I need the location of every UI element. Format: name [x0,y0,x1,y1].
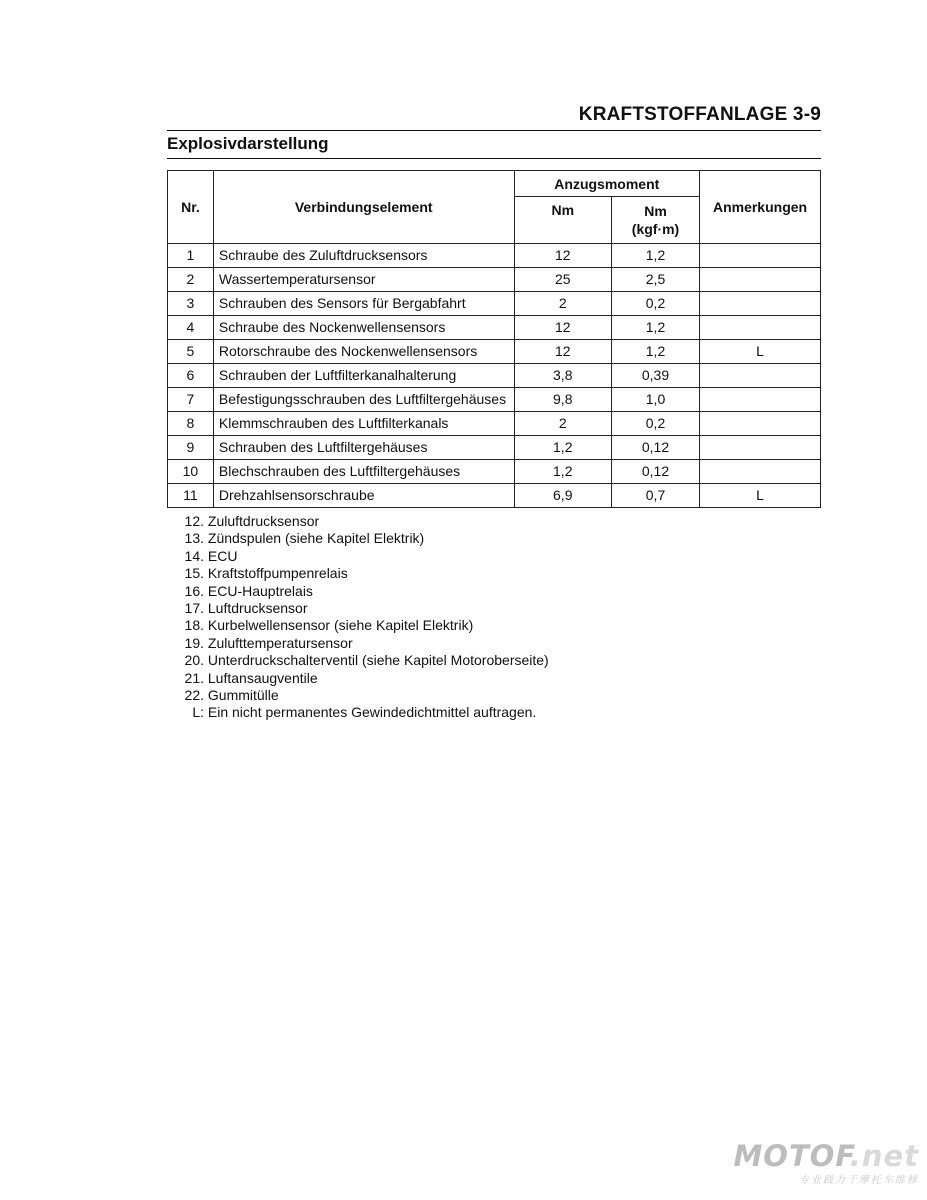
table-row [168,268,821,292]
cell-remark: L [700,484,821,508]
cell-nr: 6 [168,364,214,388]
legend-item [180,548,549,565]
cell-element: Schrauben des Luftfiltergehäuses [213,436,514,460]
cell-element: Drehzahlsensorschraube [213,484,514,508]
cell-element: Schraube des Nockenwellensensors [213,316,514,340]
legend-item-text: ECU-Hauptrelais [207,582,313,599]
table-row [168,436,821,460]
legend-item [180,652,549,669]
torque-table [167,170,821,508]
header-kgf-line1: Nm [644,203,667,219]
legend-item-text: Ein nicht permanentes Gewindedichtmittel auftragen. [207,704,537,721]
legend-item-text: Kraftstoffpumpenrelais [207,565,348,582]
cell-remark [700,436,821,460]
cell-nr: 1 [168,244,214,268]
legend-item [180,687,549,704]
cell-kgf: 1,2 [611,316,699,340]
table-row [168,292,821,316]
legend-item-number: 13. [184,530,204,547]
cell-kgf: 0,7 [611,484,699,508]
legend-item-text: Gummitülle [207,687,279,704]
legend-item-number: 17. [184,600,204,617]
cell-nm: 9,8 [514,388,611,412]
cell-remark [700,268,821,292]
cell-remark [700,388,821,412]
legend-item [180,670,549,687]
legend-item-number: 21. [184,669,204,686]
cell-nr: 2 [168,268,214,292]
legend-item-number: L: [192,704,204,721]
cell-kgf: 1,0 [611,388,699,412]
cell-nm: 2 [514,412,611,436]
cell-kgf: 0,2 [611,412,699,436]
cell-nm: 12 [514,244,611,268]
legend-item-text: ECU [207,547,238,564]
legend-item-number: 14. [184,547,204,564]
cell-nr: 10 [168,460,214,484]
cell-kgf: 0,12 [611,460,699,484]
cell-nm: 3,8 [514,364,611,388]
legend-item-text: Unterdruckschalterventil (siehe Kapitel Motoroberseite) [207,652,549,669]
legend-item-number: 19. [184,634,204,651]
header-nr: Nr. [168,171,214,244]
legend-item-number: 18. [184,617,204,634]
legend-item-number: 16. [184,582,204,599]
legend-list [180,513,549,722]
cell-remark [700,364,821,388]
table-row [168,412,821,436]
cell-element: Blechschrauben des Luftfiltergehäuses [213,460,514,484]
header-divider [167,130,821,131]
legend-item [180,530,549,547]
table-row [168,244,821,268]
header-kgf-line2: (kgf·m) [631,221,680,237]
cell-nr: 3 [168,292,214,316]
cell-element: Schraube des Zuluftdrucksensors [213,244,514,268]
legend-item-text: Zündspulen (siehe Kapitel Elektrik) [207,530,425,547]
watermark-logo [733,1139,919,1173]
cell-kgf: 0,12 [611,436,699,460]
cell-nr: 7 [168,388,214,412]
watermark-logo-text: MOTOF [733,1139,850,1173]
cell-nr: 8 [168,412,214,436]
cell-nm: 12 [514,340,611,364]
legend-item-text: Luftdrucksensor [207,600,308,617]
cell-nm: 6,9 [514,484,611,508]
cell-kgf: 0,39 [611,364,699,388]
legend-item-text: Kurbelwellensensor (siehe Kapitel Elektrik) [207,617,474,634]
cell-kgf: 2,5 [611,268,699,292]
cell-kgf: 1,2 [611,244,699,268]
watermark [733,1139,919,1186]
watermark-tagline: 专业践力于摩托车维修 [799,1175,919,1186]
cell-nm: 12 [514,316,611,340]
header-remarks: Anmerkungen [700,171,821,244]
legend-item-text: Zuluftdrucksensor [207,513,320,529]
cell-nr: 4 [168,316,214,340]
cell-remark [700,292,821,316]
cell-remark [700,316,821,340]
legend-item [180,513,549,530]
legend-item-number: 12. [184,513,204,529]
legend-item-number: 22. [184,687,204,704]
legend-item [180,617,549,634]
cell-remark [700,244,821,268]
table-row [168,484,821,508]
legend-item [180,583,549,600]
header-torque-group: Anzugsmoment [514,171,699,197]
watermark-logo-suffix: .net [849,1139,919,1173]
table-row [168,340,821,364]
header-kgf [611,197,699,244]
page-header-title: KRAFTSTOFFANLAGE 3-9 [578,104,821,125]
cell-element: Klemmschrauben des Luftfilterkanals [213,412,514,436]
cell-remark [700,460,821,484]
header-nm: Nm [514,197,611,244]
cell-nm: 1,2 [514,460,611,484]
cell-element: Schrauben des Sensors für Bergabfahrt [213,292,514,316]
cell-nr: 9 [168,436,214,460]
legend-item [180,600,549,617]
cell-nr: 5 [168,340,214,364]
table-row [168,364,821,388]
header-element: Verbindungselement [213,171,514,244]
cell-nr: 11 [168,484,214,508]
table-row [168,388,821,412]
legend-item [180,565,549,582]
legend-item-text: Zulufttemperatursensor [207,634,353,651]
cell-kgf: 1,2 [611,340,699,364]
section-title: Explosivdarstellung [167,134,329,153]
cell-kgf: 0,2 [611,292,699,316]
legend-item-number: 15. [184,565,204,582]
cell-nm: 25 [514,268,611,292]
table-body [168,244,821,508]
table-row [168,460,821,484]
cell-element: Rotorschraube des Nockenwellensensors [213,340,514,364]
cell-element: Wassertemperatursensor [213,268,514,292]
cell-element: Befestigungsschrauben des Luftfiltergehäuses [213,388,514,412]
legend-item [180,635,549,652]
cell-element: Schrauben der Luftfilterkanalhalterung [213,364,514,388]
cell-remark: L [700,340,821,364]
cell-remark [700,412,821,436]
cell-nm: 1,2 [514,436,611,460]
table-row [168,316,821,340]
section-divider [167,158,821,159]
cell-nm: 2 [514,292,611,316]
legend-item-number: 20. [184,652,204,669]
legend-item [180,704,549,721]
legend-item-text: Luftansaugventile [207,669,318,686]
